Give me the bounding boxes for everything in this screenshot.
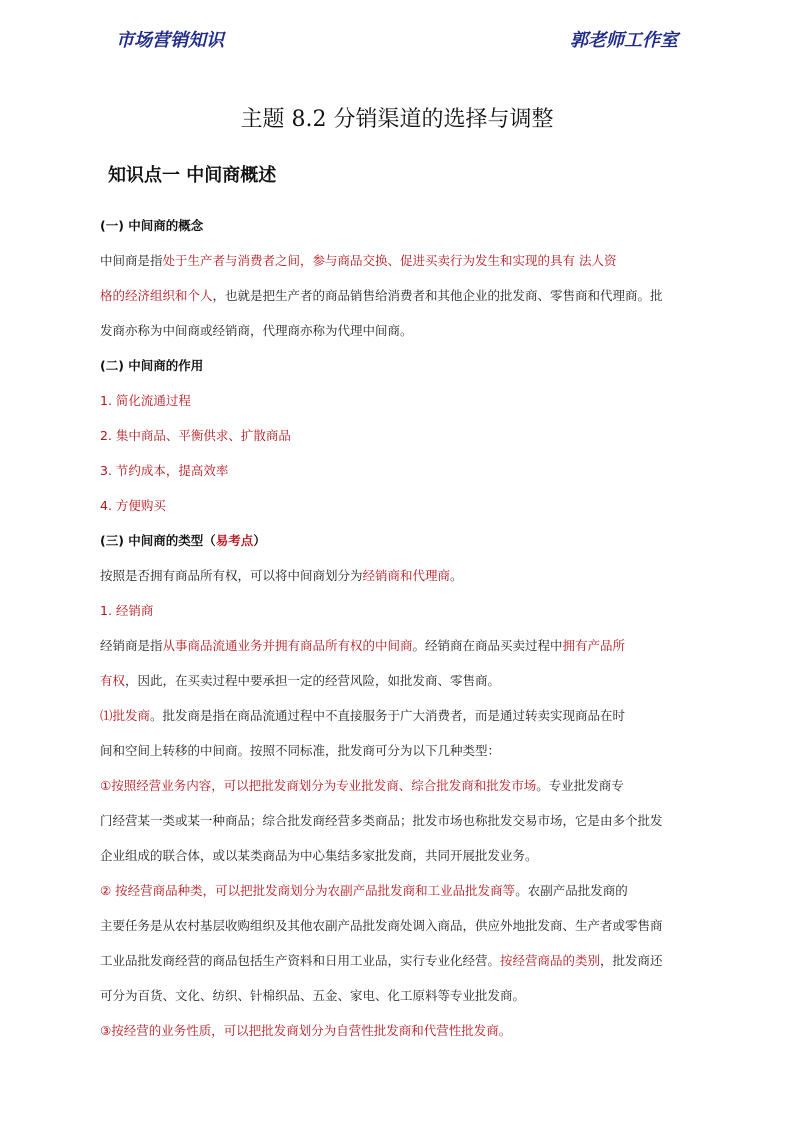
paragraph-line: ③按经营的业务性质，可以把批发商划分为自营性批发商和代营性批发商。 bbox=[100, 1023, 512, 1038]
paragraph-line: 门经营某一类或某一种商品；综合批发商经营多类商品；批发市场也称批发交易市场，它是由多个批发 bbox=[100, 813, 663, 828]
header-left-text: 市场营销知识 bbox=[116, 30, 224, 51]
paragraph-line: 中间商是指处于生产者与消费者之间，参与商品交换、促进买卖行为发生和实现的具有 法人资 bbox=[100, 253, 617, 268]
list-item: 4. 方便购买 bbox=[100, 498, 166, 513]
paragraph-line: 可分为百货、文化、纺织、针棉织品、五金、家电、化工原料等专业批发商。 bbox=[100, 988, 526, 1003]
paragraph-line: 按照是否拥有商品所有权，可以将中间商划分为经销商和代理商。 bbox=[100, 568, 463, 583]
paragraph-line: 格的经济组织和个人，也就是把生产者的商品销售给消费者和其他企业的批发商、零售商和代理商。批 bbox=[100, 288, 663, 303]
paragraph-line: ⑴批发商。批发商是指在商品流通过程中不直接服务于广大消费者，而是通过转卖实现商品在时 bbox=[100, 708, 626, 723]
knowledge-point-title: 知识点一 中间商概述 bbox=[108, 165, 277, 186]
paragraph-line: 间和空间上转移的中间商。按照不同标准，批发商可分为以下几种类型： bbox=[100, 743, 501, 758]
paragraph-line: 主要任务是从农村基层收购组织及其他农副产品批发商处调入商品，供应外地批发商、生产者或零售商 bbox=[100, 918, 663, 933]
section-heading: (一) 中间商的概念 bbox=[100, 218, 204, 233]
paragraph-line: 工业品批发商经营的商品包括生产资料和日用工业品，实行专业化经营。按经营商品的类别，批发商还 bbox=[100, 953, 663, 968]
paragraph-line: 经销商是指从事商品流通业务并拥有商品所有权的中间商。经销商在商品买卖过程中拥有产品所 bbox=[100, 638, 626, 653]
section-heading: (三) 中间商的类型（易考点） bbox=[100, 533, 266, 548]
page-title: 主题 8.2 分销渠道的选择与调整 bbox=[240, 107, 554, 132]
paragraph-line: 有权，因此，在买卖过程中要承担一定的经营风险，如批发商、零售商。 bbox=[100, 673, 501, 688]
list-item: 2. 集中商品、平衡供求、扩散商品 bbox=[100, 428, 291, 443]
list-item: 1. 简化流通过程 bbox=[100, 393, 191, 408]
paragraph-line: ② 按经营商品种类，可以把批发商划分为农副产品批发商和工业品批发商等。农副产品批发商的 bbox=[100, 883, 628, 898]
paragraph-line: ①按照经营业务内容，可以把批发商划分为专业批发商、综合批发商和批发市场。专业批发商专 bbox=[100, 778, 624, 793]
paragraph-line: 发商亦称为中间商或经销商，代理商亦称为代理中间商。 bbox=[100, 323, 413, 338]
page-header bbox=[0, 18, 794, 68]
document-body bbox=[100, 208, 663, 1048]
paragraph-line: 企业组成的联合体，或以某类商品为中心集结多家批发商，共同开展批发业务。 bbox=[100, 848, 538, 863]
list-item: 3. 节约成本，提高效率 bbox=[100, 463, 229, 478]
header-right-text: 郭老师工作室 bbox=[570, 30, 678, 51]
section-heading: (二) 中间商的作用 bbox=[100, 358, 204, 373]
subheading: 1. 经销商 bbox=[100, 603, 154, 618]
